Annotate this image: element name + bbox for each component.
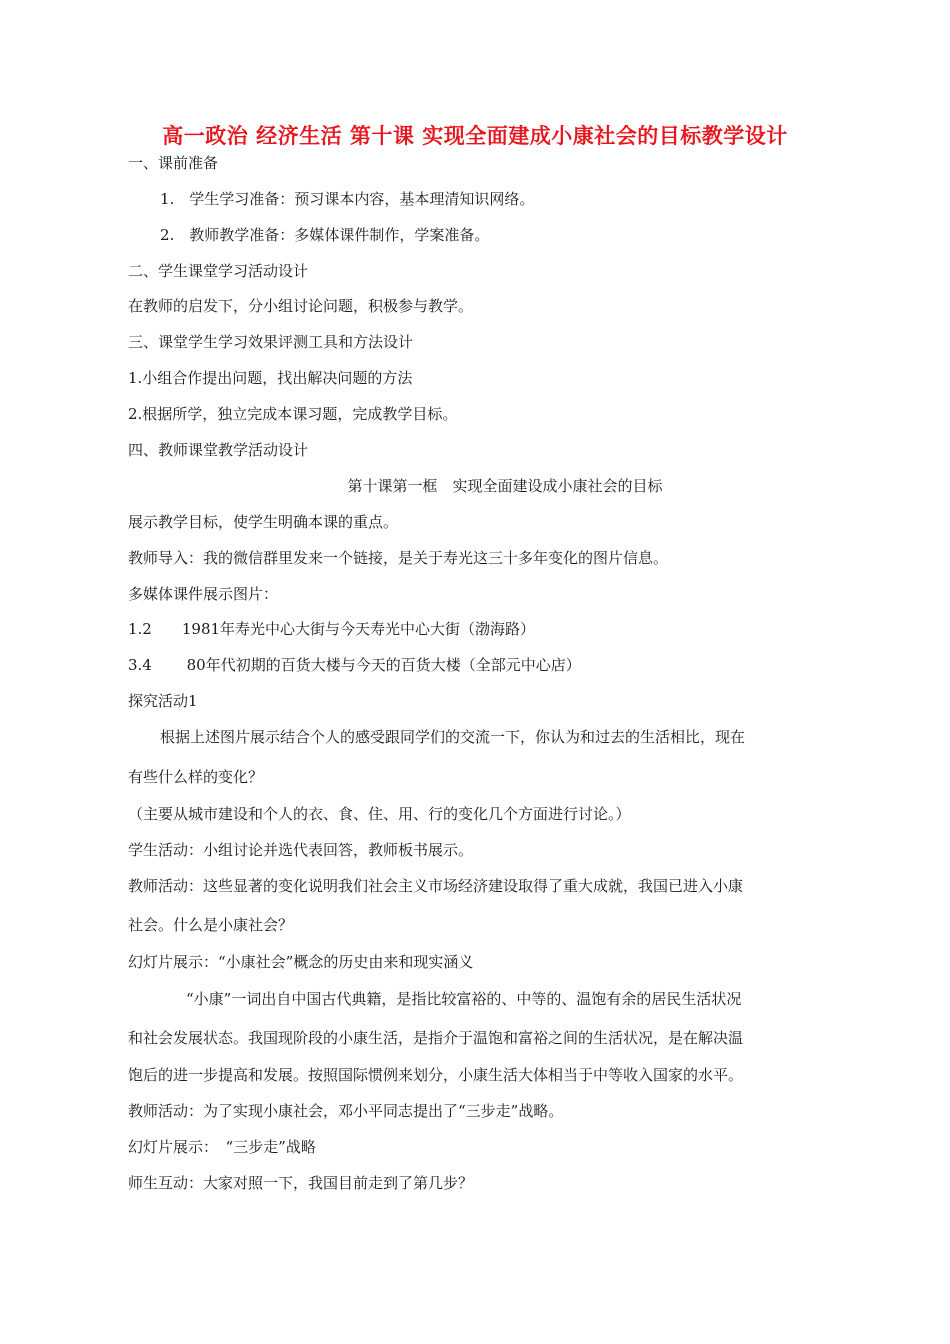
list-item: 1.2 1981年寿光中心大街与今天寿光中心大街（渤海路） (128, 620, 536, 638)
activity-heading: 探究活动1 (128, 692, 198, 710)
paragraph: （主要从城市建设和个人的衣、食、住、用、行的变化几个方面进行讨论。） (128, 805, 631, 823)
paragraph: 幻灯片展示： “三步走”战略 (128, 1138, 316, 1156)
paragraph: 多媒体课件展示图片： (128, 585, 279, 603)
list-item: 2. 教师教学准备：多媒体课件制作，学案准备。 (160, 226, 490, 244)
paragraph: “小康”一词出自中国古代典籍，是指比较富裕的、中等的、温饱有余的居民生活状况 (186, 990, 742, 1008)
paragraph: 社会。什么是小康社会？ (128, 916, 294, 934)
paragraph: 根据上述图片展示结合个人的感受跟同学们的交流一下，你认为和过去的生活相比，现在 (160, 728, 746, 746)
list-item: 3.4 80年代初期的百货大楼与今天的百货大楼（全部元中心店） (128, 656, 581, 674)
section-heading-3: 三、课堂学生学习效果评测工具和方法设计 (128, 333, 414, 351)
paragraph: 展示教学目标，使学生明确本课的重点。 (128, 513, 399, 531)
paragraph: 教师活动：为了实现小康社会，邓小平同志提出了“三步走”战略。 (128, 1102, 564, 1120)
lesson-subtitle: 第十课第一框 实现全面建设成小康社会的目标 (347, 477, 663, 495)
paragraph: 和社会发展状态。我国现阶段的小康生活，是指介于温饱和富裕之间的生活状况，是在解决温 (128, 1029, 744, 1047)
section-heading-4: 四、教师课堂教学活动设计 (128, 441, 309, 459)
section-heading-1: 一、课前准备 (128, 154, 219, 172)
paragraph: 师生互动：大家对照一下，我国目前走到了第几步？ (128, 1174, 474, 1192)
paragraph: 教师活动：这些显著的变化说明我们社会主义市场经济建设取得了重大成就，我国已进入小康 (128, 877, 744, 895)
paragraph: 教师导入：我的微信群里发来一个链接，是关于寿光这三十多年变化的图片信息。 (128, 549, 669, 567)
list-item: 1.小组合作提出问题，找出解决问题的方法 (128, 369, 413, 387)
paragraph: 幻灯片展示：“小康社会”概念的历史由来和现实涵义 (128, 953, 474, 971)
paragraph: 在教师的启发下，分小组讨论问题，积极参与教学。 (128, 297, 474, 315)
paragraph: 学生活动：小组讨论并选代表回答，教师板书展示。 (128, 841, 474, 859)
paragraph: 饱后的进一步提高和发展。按照国际惯例来划分，小康生活大体相当于中等收入国家的水平。 (128, 1066, 744, 1084)
paragraph: 有些什么样的变化？ (128, 768, 264, 786)
section-heading-2: 二、学生课堂学习活动设计 (128, 262, 309, 280)
list-item: 1. 学生学习准备：预习课本内容，基本理清知识网络。 (160, 190, 535, 208)
list-item: 2.根据所学，独立完成本课习题，完成教学目标。 (128, 405, 458, 423)
document-title: 高一政治 经济生活 第十课 实现全面建成小康社会的目标教学设计 (162, 124, 788, 148)
